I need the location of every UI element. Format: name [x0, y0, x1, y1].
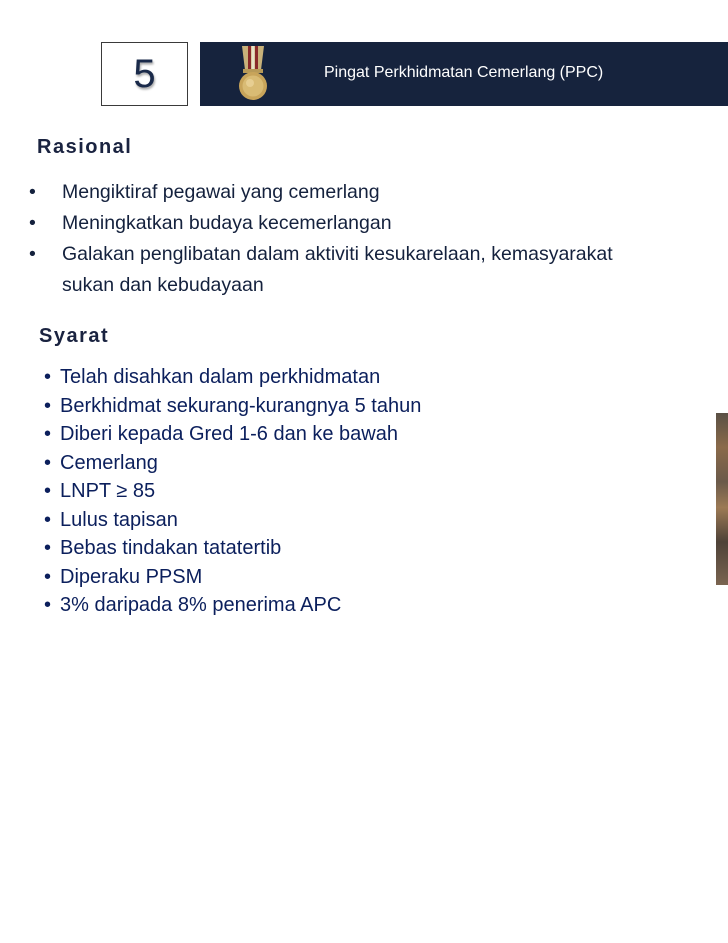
syarat-item: • Bebas tindakan tatatertib — [44, 534, 421, 563]
medal-icon — [228, 44, 278, 104]
ceremony-photo — [716, 413, 728, 585]
section-number-box — [101, 42, 188, 106]
banner-title: Pingat Perkhidmatan Cemerlang (PPC) — [324, 64, 604, 81]
rasional-heading: Rasional — [37, 136, 133, 158]
rasional-item: • Meningkatkan budaya kecemerlangan — [27, 208, 613, 239]
syarat-item: • LNPT ≥ 85 — [44, 477, 421, 506]
syarat-item: • Telah disahkan dalam perkhidmatan — [44, 363, 421, 392]
rasional-item: • Galakan penglibatan dalam aktiviti kesukarelaan, kemasyarakat — [27, 239, 613, 270]
syarat-item: • Lulus tapisan — [44, 506, 421, 535]
syarat-item: • Diberi kepada Gred 1-6 dan ke bawah — [44, 420, 421, 449]
section-number: 5 — [133, 51, 156, 96]
syarat-list — [44, 363, 421, 620]
rasional-item-continuation: sukan dan kebudayaan — [62, 274, 264, 296]
rasional-item: • Mengiktiraf pegawai yang cemerlang — [27, 177, 613, 208]
syarat-item: • 3% daripada 8% penerima APC — [44, 591, 421, 620]
syarat-item: • Cemerlang — [44, 449, 421, 478]
syarat-item: • Berkhidmat sekurang-kurangnya 5 tahun — [44, 392, 421, 421]
title-banner — [200, 42, 728, 106]
rasional-list — [27, 177, 613, 301]
syarat-heading: Syarat — [39, 325, 110, 347]
syarat-item: • Diperaku PPSM — [44, 563, 421, 592]
